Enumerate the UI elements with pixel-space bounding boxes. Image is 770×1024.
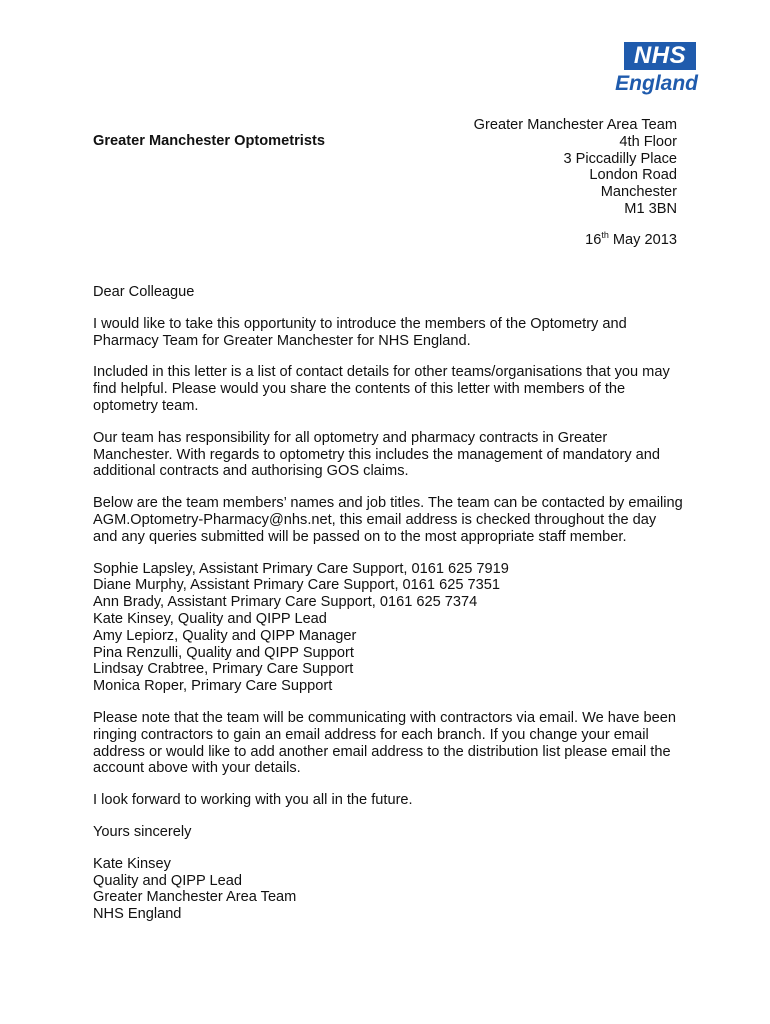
team-member: Sophie Lapsley, Assistant Primary Care Support, 0161 625 7919 xyxy=(93,560,509,577)
nhs-england-logo xyxy=(602,42,698,97)
address-line: 3 Piccadilly Place xyxy=(563,150,677,167)
signature-line: NHS England xyxy=(93,906,182,923)
team-member: Amy Lepiorz, Quality and QIPP Manager xyxy=(93,627,357,644)
paragraph-intro: I would like to take this opportunity to introduce the members of the Optometry and Pharmacy Team for Greater Manchester for NHS England. xyxy=(93,315,627,349)
signature-line: Quality and QIPP Lead xyxy=(93,872,243,889)
paragraph-note: Please note that the team will be communicating with contractors via email. We have been ringing contractors to gain an email address for each branch. If you change your email address or would like to add another email address to the distribution list please email the account above with your details. xyxy=(93,709,676,777)
address-line: 4th Floor xyxy=(619,133,677,150)
paragraph-responsibility: Our team has responsibility for all optometry and pharmacy contracts in Greater Manchester. With regards to optometry this includes the management of mandatory and additional contracts and authorising GOS claims. xyxy=(93,429,661,480)
address-line: M1 3BN xyxy=(624,200,677,217)
salutation: Dear Colleague xyxy=(93,284,195,300)
team-member: Diane Murphy, Assistant Primary Care Support, 0161 625 7351 xyxy=(93,577,500,594)
address-line: Greater Manchester Area Team xyxy=(473,117,677,133)
team-member: Ann Brady, Assistant Primary Care Support, 0161 625 7374 xyxy=(93,594,478,611)
team-member: Kate Kinsey, Quality and QIPP Lead xyxy=(93,610,327,627)
nhs-logo-box: NHS xyxy=(624,42,696,70)
valediction: Yours sincerely xyxy=(93,823,192,840)
address-line: Manchester xyxy=(600,184,677,201)
signature-line: Kate Kinsey xyxy=(93,855,171,872)
date-suffix: th xyxy=(601,230,609,241)
signature-line: Greater Manchester Area Team xyxy=(93,889,297,906)
address-line: London Road xyxy=(589,167,677,184)
team-member: Pina Renzulli, Quality and QIPP Support xyxy=(93,644,354,661)
letter-body xyxy=(93,284,683,938)
team-member: Monica Roper, Primary Care Support xyxy=(93,678,333,695)
signature-block xyxy=(93,856,683,923)
sender-address xyxy=(474,117,677,218)
closing-line: I look forward to working with you all in the future. xyxy=(93,792,413,809)
paragraph-contacts: Included in this letter is a list of contact details for other teams/organisations that you may find helpful. Please would you share the contents of this letter with members of the optometry team. xyxy=(93,364,670,414)
paragraph-team-contact: Below are the team members’ names and job titles. The team can be contacted by emailing AGM.Optometry-Pharmacy@nhs.net, this email address is checked throughout the day and any queries submitted will be passed on to the most appropriate staff member. xyxy=(93,495,683,545)
team-list xyxy=(93,561,683,695)
team-member: Lindsay Crabtree, Primary Care Support xyxy=(93,661,354,678)
letter-date xyxy=(585,232,677,248)
england-logo-text: England xyxy=(615,72,698,95)
date-rest: May 2013 xyxy=(608,232,677,248)
recipient-name: Greater Manchester Optometrists xyxy=(93,133,325,149)
date-day: 16 xyxy=(585,232,602,248)
